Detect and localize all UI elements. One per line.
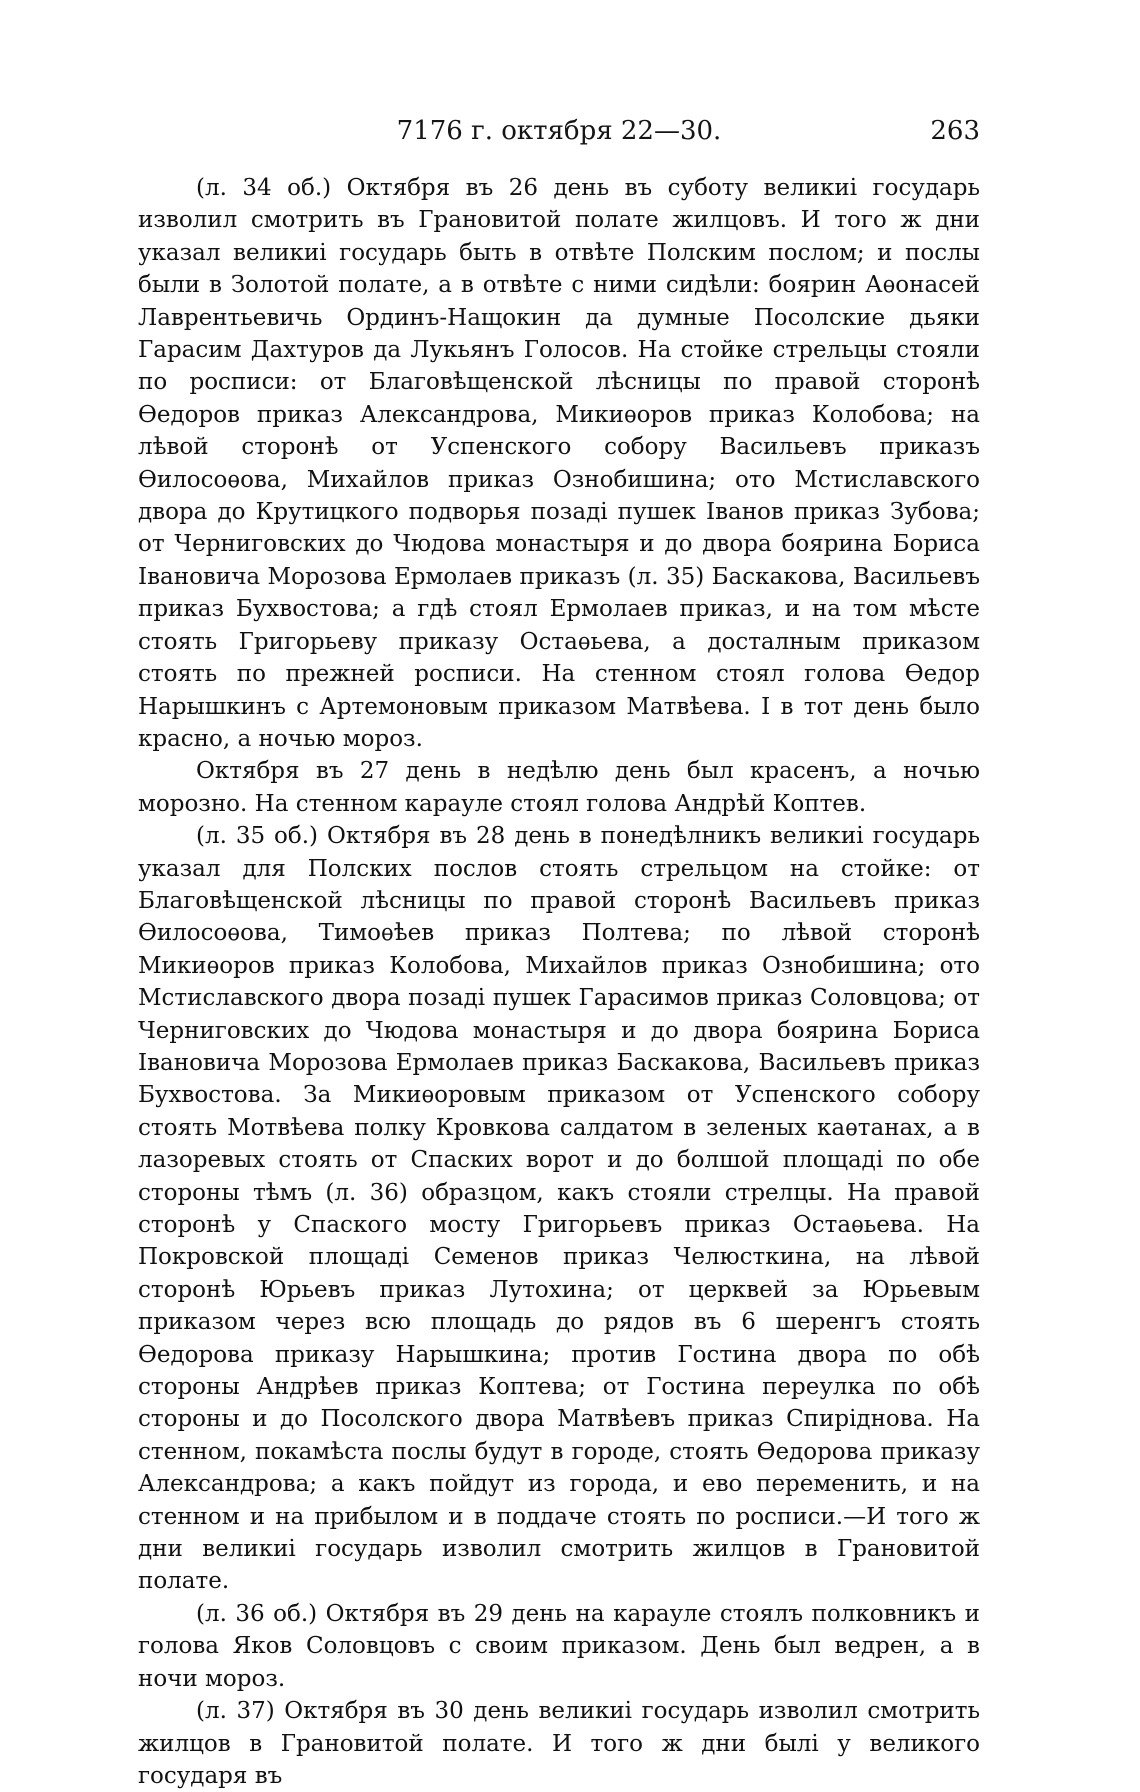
- page-number: 263: [930, 116, 980, 146]
- paragraph: (л. 37) Октября въ 30 день великиі государь изволил смотрить жилцов в Грановитой полате. И того ж дни былі у великого государя въ: [138, 1698, 980, 1789]
- text-body: [138, 172, 980, 1792]
- paragraph: (л. 35 об.) Октября въ 28 день в понедѣлникъ великиі государь указал для Полских послов стоять стрельцом на стойке: от Благовѣщенской лѣсницы по правой сторонѣ Васильевъ приказ Ѳилосоѳова, Тимоѳѣев приказ Полтева; по лѣвой сторонѣ Микиѳоров приказ Колобова, Михайлов приказ Ознобишина; ото Мстиславского двора позаді пушек Гарасимов приказ Соловцова; от Черниговских до Чюдова монастыря и до двора боярина Бориса Івановича Морозова Ермолаев приказ Баскакова, Васильевъ приказ Бухвостова. За Микиѳоровым приказом от Успенского собору стоять Мотвѣева полку Кровкова салдатом в зеленых каѳтанах, а в лазоревых стоять от Спаских ворот и до болшой площаді по обе стороны тѣмъ (л. 36) образцом, какъ стояли стрелцы. На правой сторонѣ у Спаского мосту Григорьевъ приказ Остаѳьева. На Покровской площаді Семенов приказ Челюсткина, на лѣвой сторонѣ Юрьевъ приказ Лутохина; от церквей за Юрьевым приказом через всю площадь до рядов въ 6 шеренгъ стоять Ѳедорова приказу Нарышкина; против Гостина двора по обѣ стороны Андрѣев приказ Коптева; от Гостина переулка по обѣ стороны и до Посолского двора Матвѣевъ приказ Спиріднова. На стенном, покамѣста послы будут в городе, стоять Ѳедорова приказу Александрова; а какъ пойдут из города, и ево переменить, и на стенном и на прибылом и в поддаче стоять по росписи.—И того ж дни великиі государь изволил смотрить жилцов в Грановитой полате.: [138, 823, 980, 1595]
- paragraph: (л. 36 об.) Октября въ 29 день на карауле стоялъ полковникъ и голова Яков Соловцовъ с своим приказом. День был ведрен, а в ночи мороз.: [138, 1600, 980, 1692]
- paragraph: (л. 34 об.) Октября въ 26 день въ суботу великиі государь изволил смотрить въ Грановитой полате жилцовъ. И того ж дни указал великиі государь быть в отвѣте Полским послом; и послы были в Золотой полате, а в отвѣте с ними сидѣли: боярин Аѳонасей Лаврентьевичь Ординъ-Нащокин да думные Посолские дьяки Гарасим Дахтуров да Лукьянъ Голосов. На стойке стрельцы стояли по росписи: от Благовѣщенской лѣсницы по правой сторонѣ Ѳедоров приказ Александрова, Микиѳоров приказ Колобова; на лѣвой сторонѣ от Успенского собору Васильевъ приказъ Ѳилосоѳова, Михайлов приказ Ознобишина; ото Мстиславского двора до Крутицкого подворья позаді пушек Іванов приказ Зубова; от Черниговских до Чюдова монастыря и до двора боярина Бориса Івановича Морозова Ермолаев приказъ (л. 35) Баскакова, Васильевъ приказ Бухвостова; а гдѣ стоял Ермолаев приказ, и на том мѣсте стоять Григорьеву приказу Остаѳьева, а досталным приказом стоять по прежней росписи. На стенном стоял голова Ѳедор Нарышкинъ с Артемоновым приказом Матвѣева. І в тот день было красно, а ночью мороз.: [138, 175, 980, 752]
- running-title: 7176 г. октября 22—30.: [396, 116, 722, 146]
- paragraph: Октября въ 27 день в недѣлю день был красенъ, а ночью морозно. На стенном карауле стоял голова Андрѣй Коптев.: [138, 758, 980, 817]
- running-head: [138, 112, 980, 152]
